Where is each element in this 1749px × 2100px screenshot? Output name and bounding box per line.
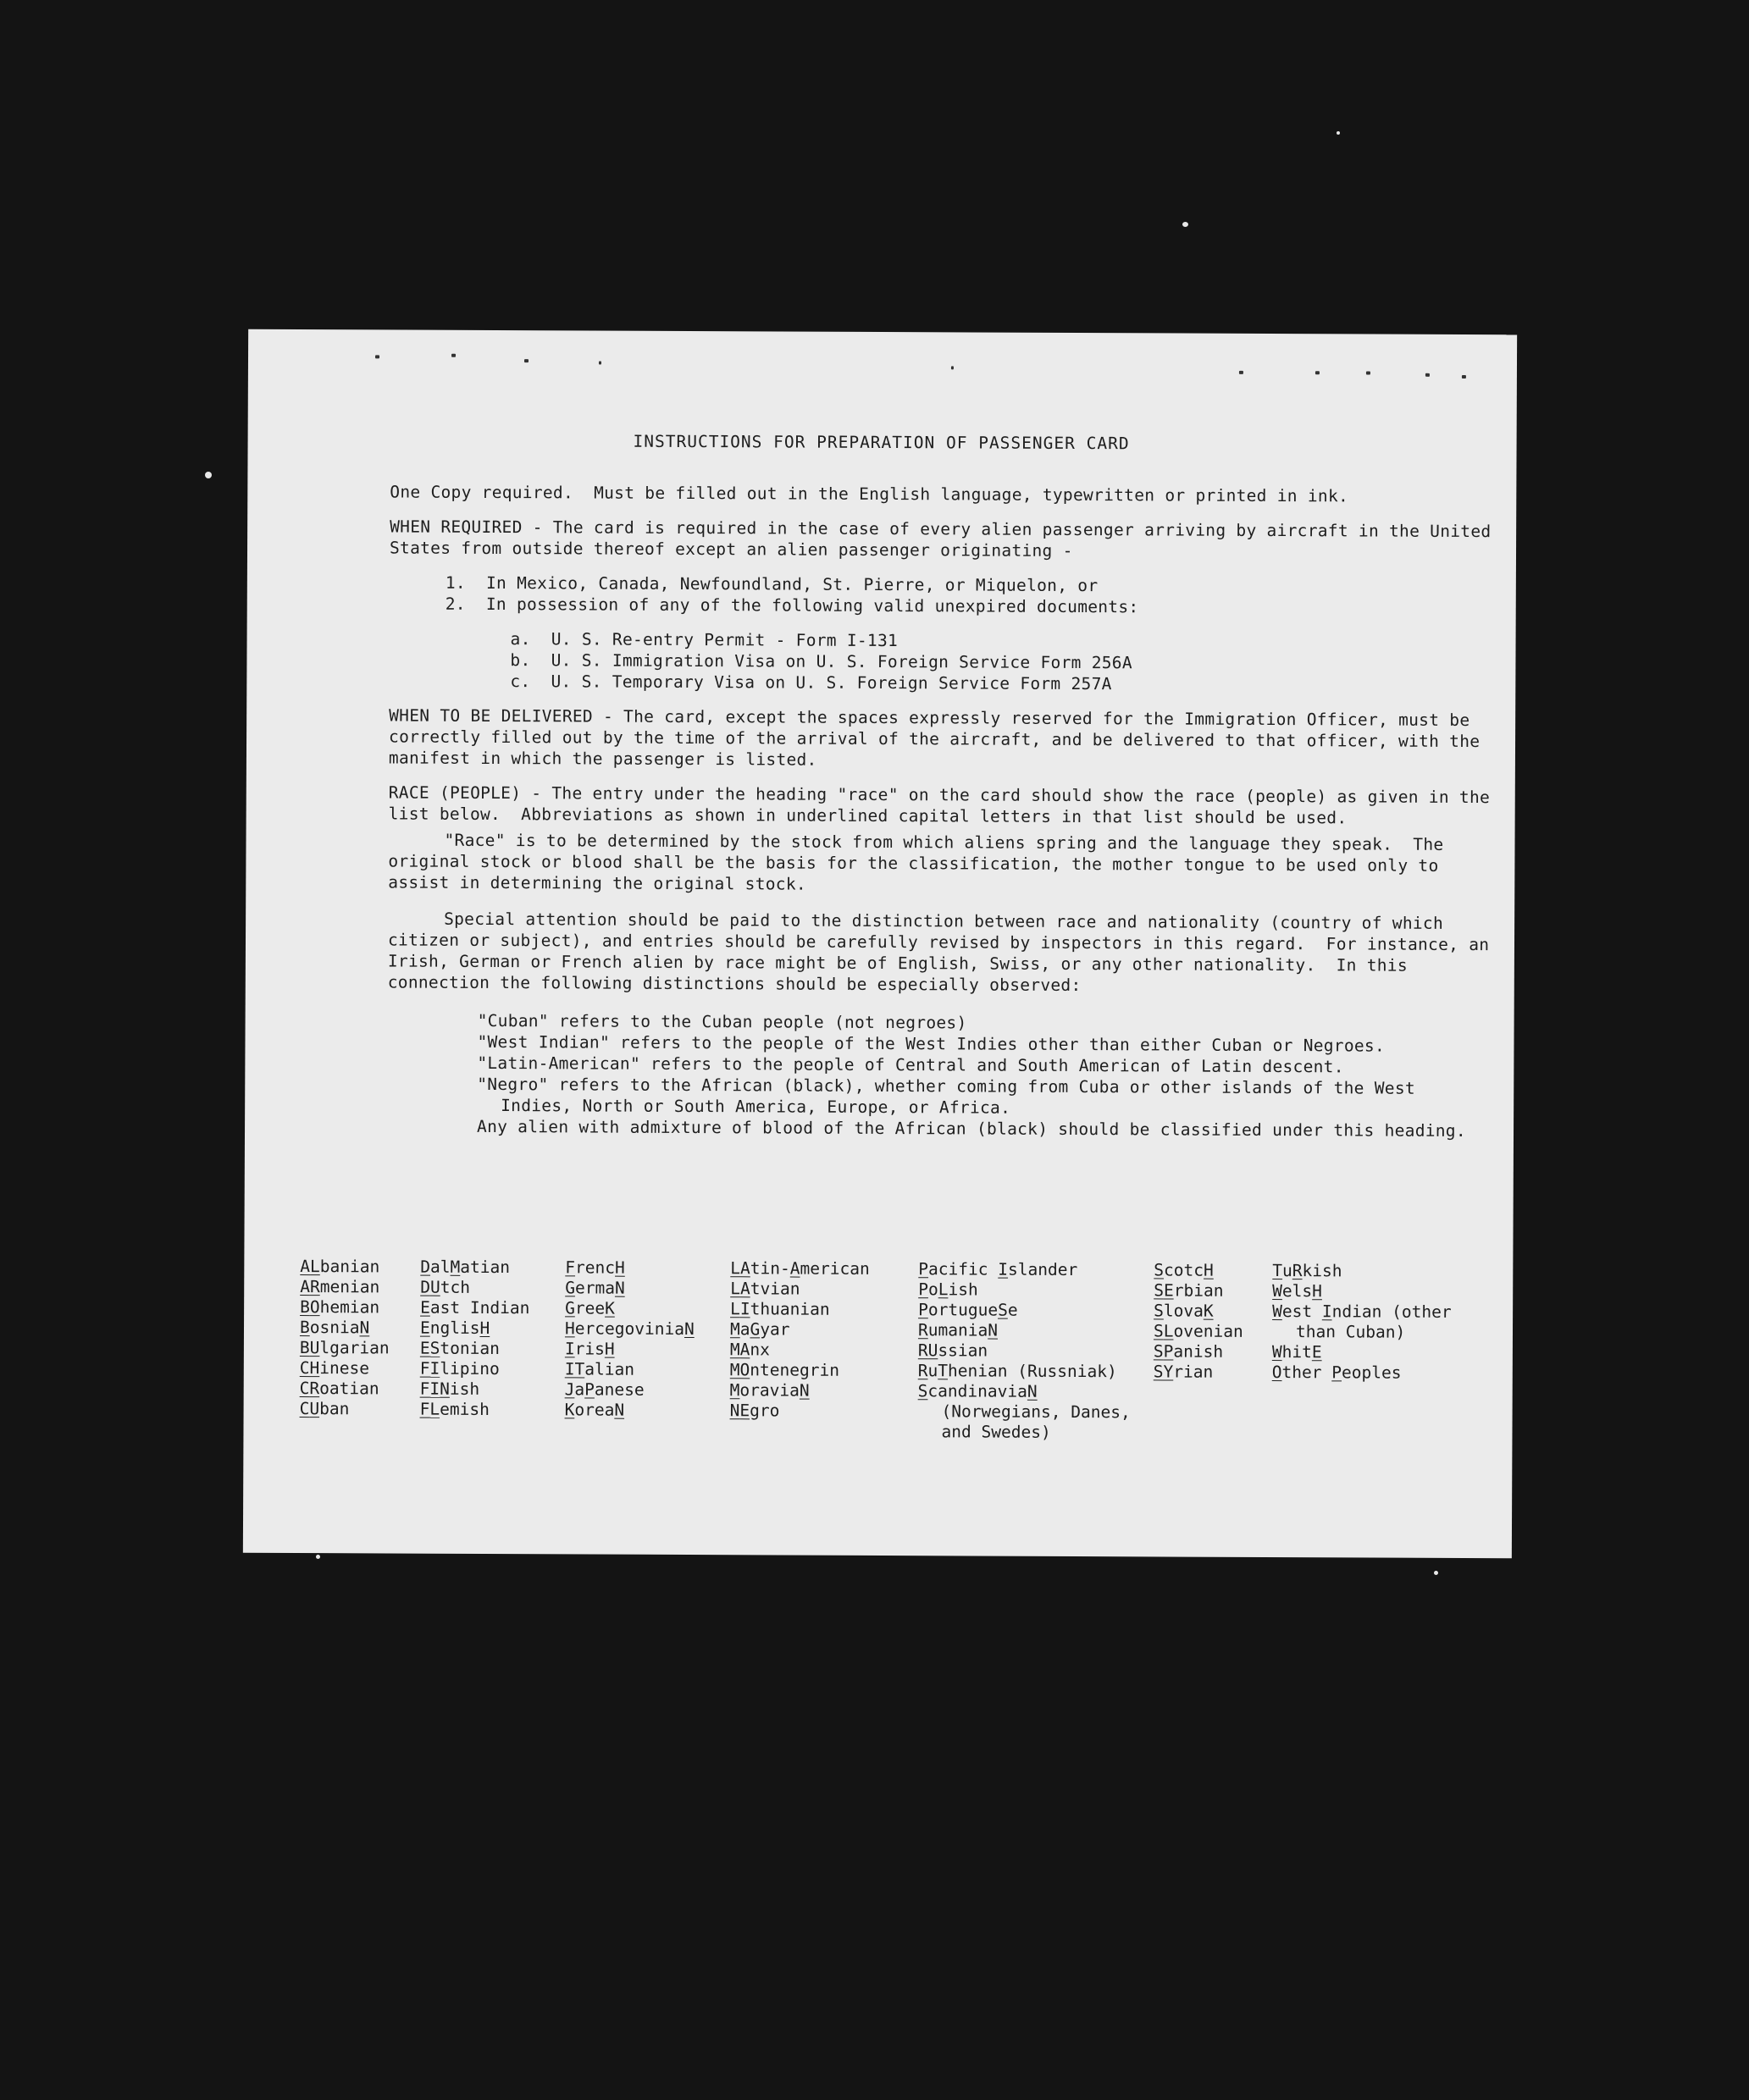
race-entry: GermaN — [565, 1278, 625, 1298]
race-entry: WhitE — [1271, 1342, 1322, 1362]
race-entry: LAtvian — [730, 1279, 800, 1299]
race-entry: ScotcH — [1154, 1260, 1214, 1280]
note-west-indian: "West Indian" refers to the people of the West Indies other than either Cuban or Negroes. — [477, 1031, 1386, 1056]
document-item: a. U. S. Re-entry Permit - Form I-131 — [510, 629, 899, 651]
note-cuban: "Cuban" refers to the Cuban people (not negroes) — [477, 1010, 967, 1033]
race-entry: DUtch — [420, 1277, 471, 1297]
race-entry: FrencH — [565, 1257, 625, 1278]
race-entry: KoreaN — [564, 1400, 625, 1420]
exception-list — [446, 572, 1499, 619]
paragraph-race-determined: "Race" is to be determined by the stock from which aliens spring and the language they speak. The original stock or blood shall be the basis for the classification, the mother tongue to be used only to assist in determining the original stock. — [388, 830, 1454, 894]
race-list — [299, 1257, 1503, 1442]
race-entry: BUlgarian — [299, 1338, 390, 1358]
race-entry: PortugueSe — [918, 1300, 1018, 1320]
race-entry: FIlipino — [419, 1358, 500, 1379]
distinction-notes — [477, 1010, 1497, 1141]
document-title: INSTRUCTIONS FOR PREPARATION OF PASSENGER CARD — [633, 431, 1130, 454]
race-entry: PoLish — [918, 1279, 978, 1300]
race-column — [1154, 1260, 1243, 1382]
race-entry: GreeK — [565, 1298, 615, 1318]
top-edge-marks — [375, 351, 1468, 373]
race-entry: SlovaK — [1154, 1301, 1214, 1321]
race-entry: West Indian (other than Cuban) — [1272, 1301, 1452, 1342]
race-column — [300, 1257, 390, 1419]
race-entry: MaGyar — [729, 1319, 790, 1340]
exception-item: 2. In possession of any of the following valid unexpired documents: — [445, 594, 1139, 617]
exception-item: 1. In Mexico, Canada, Newfoundland, St. Pierre, or Miquelon, or — [445, 572, 1099, 596]
race-entry: SLovenian — [1153, 1321, 1243, 1341]
race-entry: JaPanese — [564, 1379, 645, 1400]
race-entry: ScandinaviaN (Norwegians, Danes, and Swedes) — [917, 1381, 1131, 1442]
race-entry: ALbanian — [300, 1257, 380, 1277]
race-entry: LAtin-American — [730, 1258, 870, 1279]
document-item: b. U. S. Immigration Visa on U. S. Foreign Service Form 256A — [510, 650, 1132, 673]
race-entry: MAnx — [729, 1340, 770, 1360]
paragraph-when-delivered: WHEN TO BE DELIVERED - The card, except the spaces expressly reserved for the Immigration Officer, must be correctly filled out by the time of the arrival of the aircraft, and be delivered to that officer, with the manifest in which the passenger is listed. — [388, 705, 1491, 770]
race-column — [1272, 1261, 1500, 1384]
race-entry: SPanish — [1153, 1341, 1224, 1362]
race-entry: FINish — [419, 1379, 480, 1399]
race-column — [730, 1258, 870, 1422]
paragraph-special-attention: Special attention should be paid to the distinction between race and nationality (country of which citizen or subject), and entries should be carefully revised by inspectors in this regard. For instance, an Irish, German or French alien by race might be of English, Swiss, or any other nationality. In this connection the following distinctions should be especially observed: — [387, 909, 1500, 996]
race-entry: CHinese — [299, 1358, 370, 1379]
race-entry: FLemish — [419, 1399, 490, 1419]
race-entry: RumaniaN — [917, 1320, 999, 1340]
race-entry: Other Peoples — [1271, 1362, 1402, 1383]
race-entry: RuThenian (Russniak) — [917, 1361, 1117, 1382]
race-entry: MoraviaN — [729, 1380, 810, 1401]
film-speck — [1434, 1571, 1438, 1575]
race-entry: MOntenegrin — [729, 1360, 840, 1380]
race-entry: LIthuanian — [730, 1299, 830, 1319]
race-entry: East Indian — [420, 1297, 530, 1318]
paragraph-when-required: WHEN REQUIRED - The card is required in the case of every alien passenger arriving by aircraft in the United States from outside thereof except an alien passenger originating - — [389, 517, 1502, 561]
paragraph-race-people: RACE (PEOPLE) - The entry under the heading "race" on the card should show the race (people) as given in the list below. Abbreviations as shown in underlined capital letters in that list should be used. — [388, 782, 1501, 828]
note-admixture: Any alien with admixture of blood of the African (black) should be classified under this heading. — [477, 1116, 1466, 1141]
race-entry: Pacific Islander — [918, 1259, 1078, 1280]
race-entry: IrisH — [564, 1339, 615, 1359]
instructions-text — [387, 429, 1500, 1141]
film-speck — [1337, 131, 1340, 135]
note-latin-american: "Latin-American" refers to the people of Central and South American of Latin descent. — [477, 1053, 1344, 1077]
race-entry: SYrian — [1153, 1362, 1214, 1382]
film-speck — [316, 1555, 320, 1559]
race-entry: BosniaN — [299, 1318, 370, 1338]
film-speck — [205, 472, 212, 478]
document-sheet — [243, 329, 1517, 1559]
race-column — [420, 1257, 530, 1421]
note-negro: "Negro" refers to the African (black), whether coming from Cuba or other islands of the West Indies, North or South America, Europe, or Africa. — [477, 1074, 1426, 1118]
document-list — [510, 628, 1498, 696]
race-entry: SErbian — [1154, 1280, 1224, 1301]
race-entry: WelsH — [1272, 1281, 1323, 1301]
race-column — [917, 1259, 1162, 1443]
race-column — [565, 1257, 695, 1421]
race-entry: EStonian — [419, 1338, 500, 1359]
race-entry: ARmenian — [300, 1277, 380, 1297]
race-entry: NEgro — [729, 1401, 780, 1421]
film-speck — [1182, 222, 1188, 227]
race-entry: RUssian — [917, 1340, 988, 1361]
paragraph-copy-required: One Copy required. Must be filled out in the English language, typewritten or printed in ink. — [390, 482, 1349, 506]
race-entry: HercegoviniaN — [564, 1318, 695, 1340]
race-entry: CRoatian — [299, 1379, 379, 1399]
race-entry: CUban — [299, 1399, 350, 1419]
race-entry: TuRkish — [1272, 1261, 1342, 1281]
race-entry: EnglisH — [419, 1318, 490, 1338]
race-entry: ITalian — [564, 1359, 635, 1379]
race-entry: DalMatian — [420, 1257, 511, 1278]
race-entry: BOhemian — [300, 1297, 380, 1318]
document-item: c. U. S. Temporary Visa on U. S. Foreign Service Form 257A — [510, 671, 1112, 694]
